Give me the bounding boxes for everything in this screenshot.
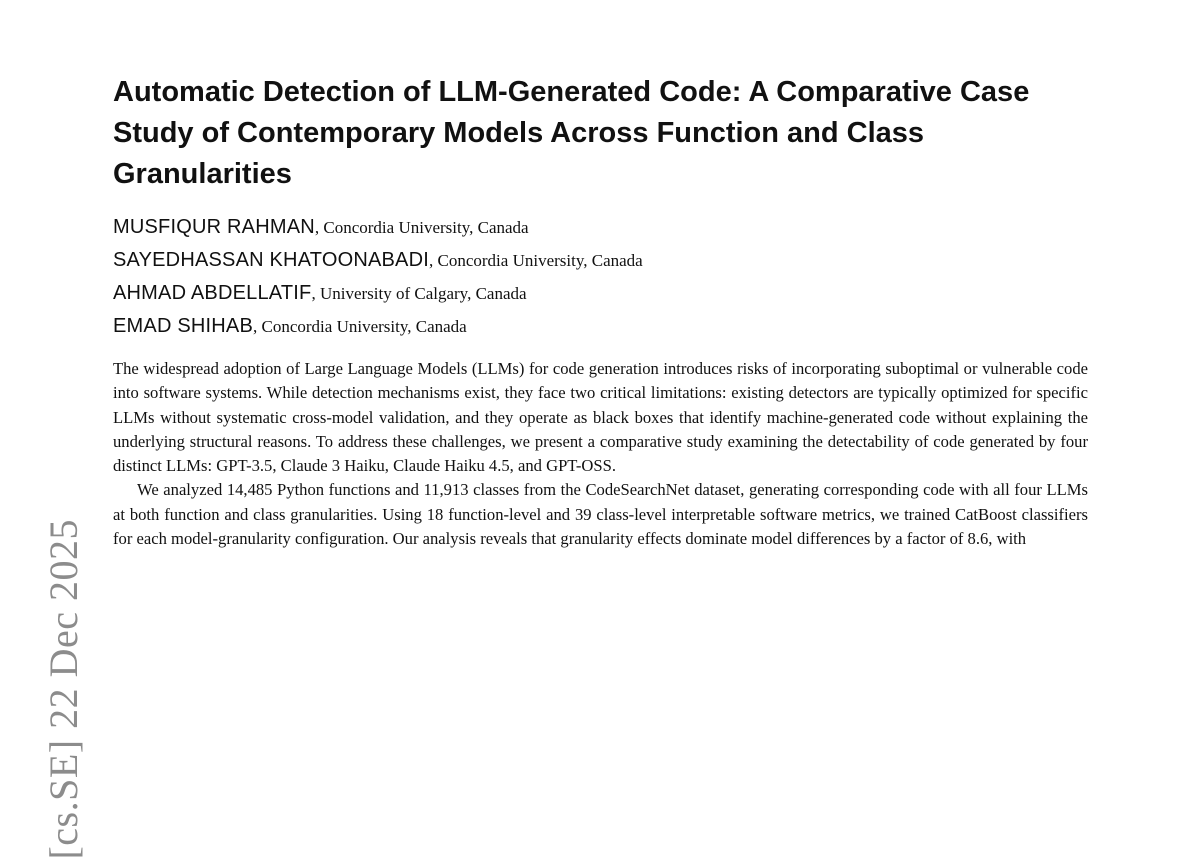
paper-first-page — [113, 72, 1088, 551]
author-name: EMAD SHIHAB — [113, 315, 254, 337]
author-name: SAYEDHASSAN KHATOONABADI — [113, 249, 429, 271]
abstract — [113, 357, 1088, 551]
abstract-paragraph-1: The widespread adoption of Large Language Models (LLMs) for code generation introduces risks of incorporating suboptimal or vulnerable code into software systems. While detection mechanisms exist, they face two critical limitations: existing detectors are typically optimized for specific LLMs without systematic cross-model validation, and they operate as black boxes that identify machine-generated code without explaining the underlying structural reasons. To address these challenges, we present a comparative study examining the detectability of code generated by four distinct LLMs: GPT-3.5, Claude 3 Haiku, Claude Haiku 4.5, and GPT-OSS. — [113, 359, 1088, 476]
paper-title: Automatic Detection of LLM-Generated Code: A Comparative Case Study of Contemporary Models Across Function and Class Granularities — [113, 76, 1030, 190]
author-entry — [113, 244, 1088, 277]
author-affiliation: , Concordia University, Canada — [314, 218, 529, 237]
author-entry — [113, 277, 1088, 310]
author-affiliation: , Concordia University, Canada — [429, 251, 643, 270]
arxiv-stamp-text: [cs.SE] 22 Dec 2025 — [41, 519, 86, 860]
author-affiliation: , Concordia University, Canada — [253, 317, 467, 336]
author-entry — [113, 211, 1088, 244]
author-entry — [113, 310, 1088, 343]
author-list — [113, 211, 1088, 343]
author-affiliation: , University of Calgary, Canada — [311, 284, 527, 303]
author-name: MUSFIQUR RAHMAN — [113, 216, 315, 238]
arxiv-side-stamp — [38, 330, 98, 860]
author-name: AHMAD ABDELLATIF — [113, 282, 312, 304]
abstract-paragraph-2: We analyzed 14,485 Python functions and 11,913 classes from the CodeSearchNet dataset, generating corresponding code with all four LLMs at both function and class granularities. Using 18 function-level and 39 class-level interpretable software metrics, we trained CatBoost classifiers for each model-granularity configuration. Our analysis reveals that granularity effects dominate model differences by a factor of 8.6, with — [113, 480, 1088, 549]
